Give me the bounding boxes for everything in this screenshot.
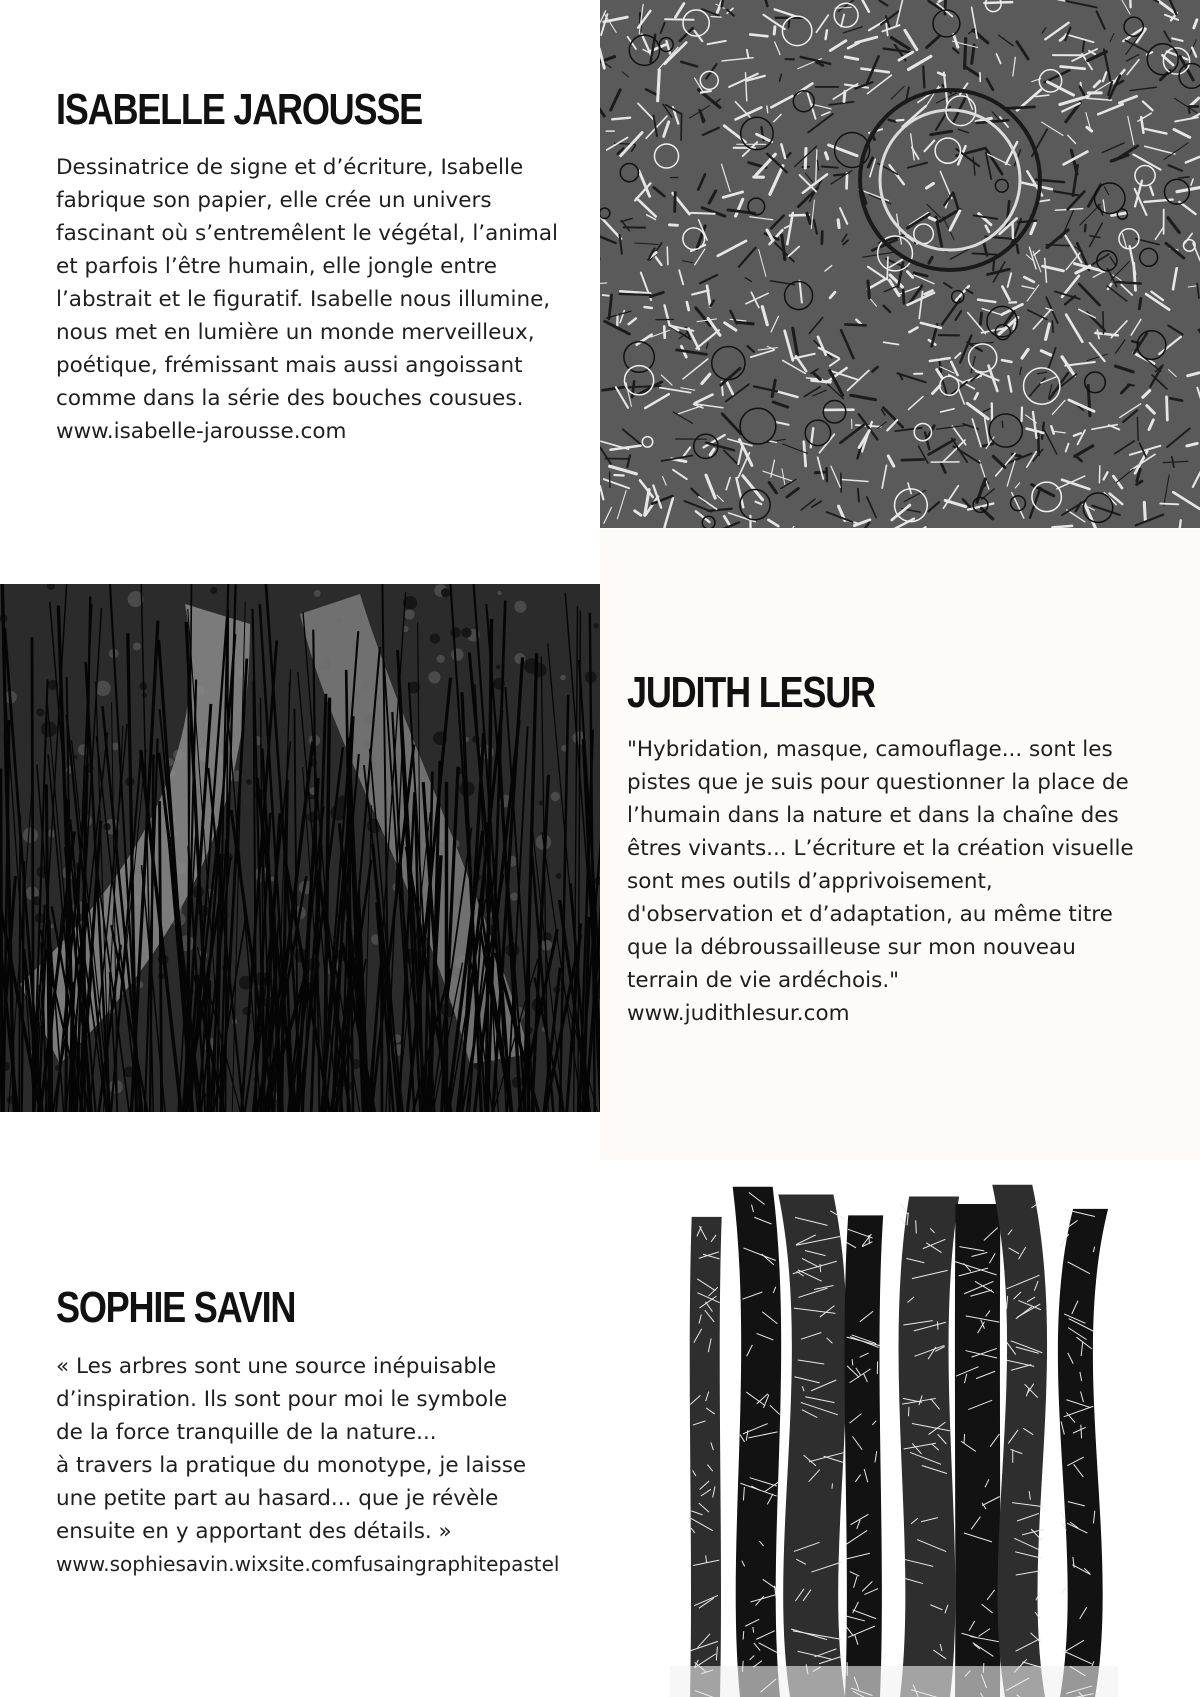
bio-text: « Les arbres sont une source inépuisable d’inspiration. Ils sont pour moi le symbole de la force tranquille de la nature... à travers la pratique du monotype, je laisse une petite part au hasard... que je révèle ensuite en y apportant des détails. » <box>56 1354 527 1544</box>
artist-bio-isabelle <box>56 151 576 448</box>
artwork-abstract-engraving <box>600 0 1200 528</box>
artist-bio-judith <box>627 733 1187 1030</box>
bio-text: Dessinatrice de signe et d’écriture, Isabelle fabrique son papier, elle crée un univers fascinant où s’entremêlent le végétal, l’animal et parfois l’être humain, elle jongle entre l’abstrait et le figuratif. Isabelle nous illumine, nous met en lumière un monde merveilleux, poétique, frémissant mais aussi angoissant comme dans la série des bouches cousues. <box>56 155 559 411</box>
artwork-tree-monotype <box>670 1166 1118 1697</box>
artist-bio-sophie <box>56 1350 616 1581</box>
artwork-legs-grass-photo <box>0 584 600 1112</box>
bio-text: "Hybridation, masque, camouflage... sont les pistes que je suis pour questionner la place de l’humain dans la nature et dans la chaîne des êtres vivants... L’écriture et la création visuelle sont mes outils d’apprivoisement, d'observation et d’adaptation, au même titre que la débroussailleuse sur mon nouveau terrain de vie ardéchois." <box>627 737 1134 993</box>
artist-url: www.sophiesavin.wixsite.comfusaingraphitepastel <box>56 1552 560 1576</box>
artist-name-judith: JUDITH LESUR <box>627 668 875 717</box>
artist-name-sophie: SOPHIE SAVIN <box>56 1283 296 1332</box>
artist-name-isabelle: ISABELLE JAROUSSE <box>56 85 423 134</box>
artist-url: www.judithlesur.com <box>627 1001 850 1026</box>
artist-url: www.isabelle-jarousse.com <box>56 419 347 444</box>
